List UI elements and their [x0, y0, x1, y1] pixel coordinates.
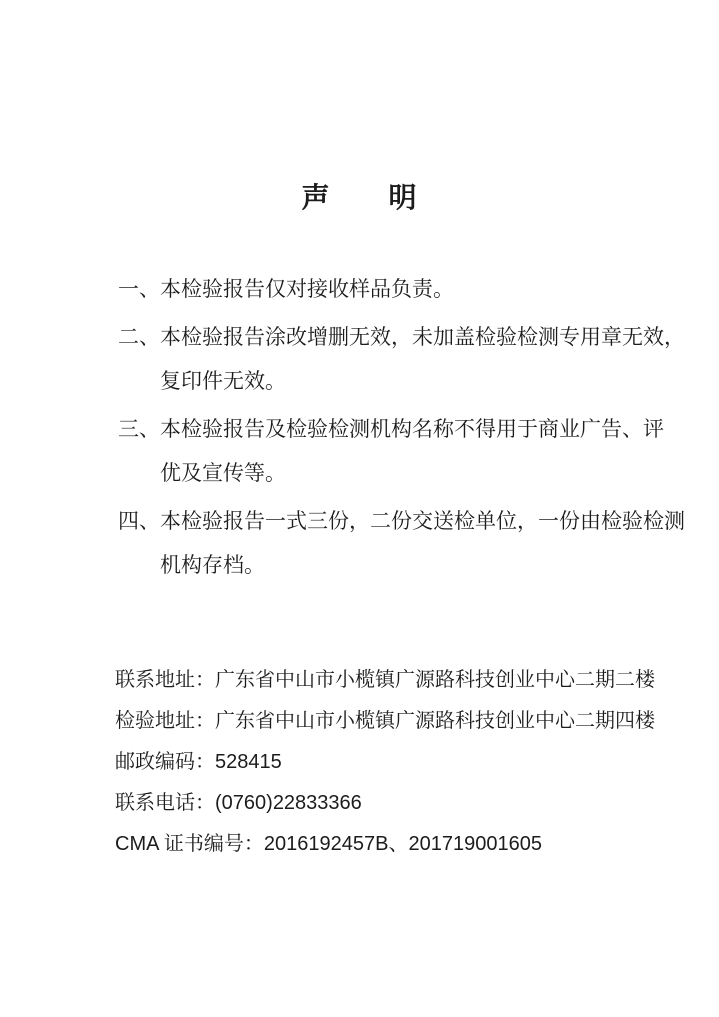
item-body — [160, 407, 664, 495]
item-body — [160, 315, 685, 403]
item-text-line: 本检验报告及检验检测机构名称不得用于商业广告、评 — [160, 417, 664, 441]
contact-label: 邮政编码： — [115, 751, 215, 773]
declaration-item-4 — [118, 499, 685, 587]
declaration-list — [118, 267, 685, 587]
item-number: 一、 — [118, 277, 160, 301]
item-body — [160, 267, 629, 311]
cma-certificate-line — [115, 824, 719, 865]
item-number: 四、 — [118, 509, 160, 533]
postal-code-line — [115, 742, 719, 783]
item-body — [160, 499, 685, 587]
contact-block — [115, 660, 719, 865]
phone-line — [115, 783, 719, 824]
contact-value: 广东省中山市小榄镇广源路科技创业中心二期二楼 — [215, 669, 655, 691]
item-text-line: 本检验报告涂改增删无效，未加盖检验检测专用章无效， — [160, 325, 685, 349]
page-title: 声 明 — [301, 183, 418, 214]
contact-label: 检验地址： — [115, 710, 215, 732]
item-number: 三、 — [118, 417, 160, 441]
item-text-line: 复印件无效。 — [160, 369, 286, 393]
declaration-item-1 — [118, 267, 629, 311]
item-number: 二、 — [118, 325, 160, 349]
item-text-line: 优及宣传等。 — [160, 461, 286, 485]
contact-value: (0760)22833366 — [215, 792, 362, 814]
contact-value: 广东省中山市小榄镇广源路科技创业中心二期四楼 — [215, 710, 655, 732]
contact-address-line — [115, 660, 719, 701]
contact-value: 2016192457B、201719001605 — [263, 833, 542, 855]
item-text-line: 机构存档。 — [160, 553, 265, 577]
contact-label: 联系电话： — [115, 792, 215, 814]
declaration-item-2 — [118, 315, 685, 403]
inspection-address-line — [115, 701, 719, 742]
item-text-line: 本检验报告仅对接收样品负责。 — [160, 277, 454, 301]
contact-label: 联系地址： — [115, 669, 215, 691]
item-text-line: 本检验报告一式三份，二份交送检单位，一份由检验检测 — [160, 509, 685, 533]
contact-label: CMA 证书编号： — [115, 833, 264, 855]
declaration-item-3 — [118, 407, 664, 495]
contact-value: 528415 — [215, 751, 282, 773]
